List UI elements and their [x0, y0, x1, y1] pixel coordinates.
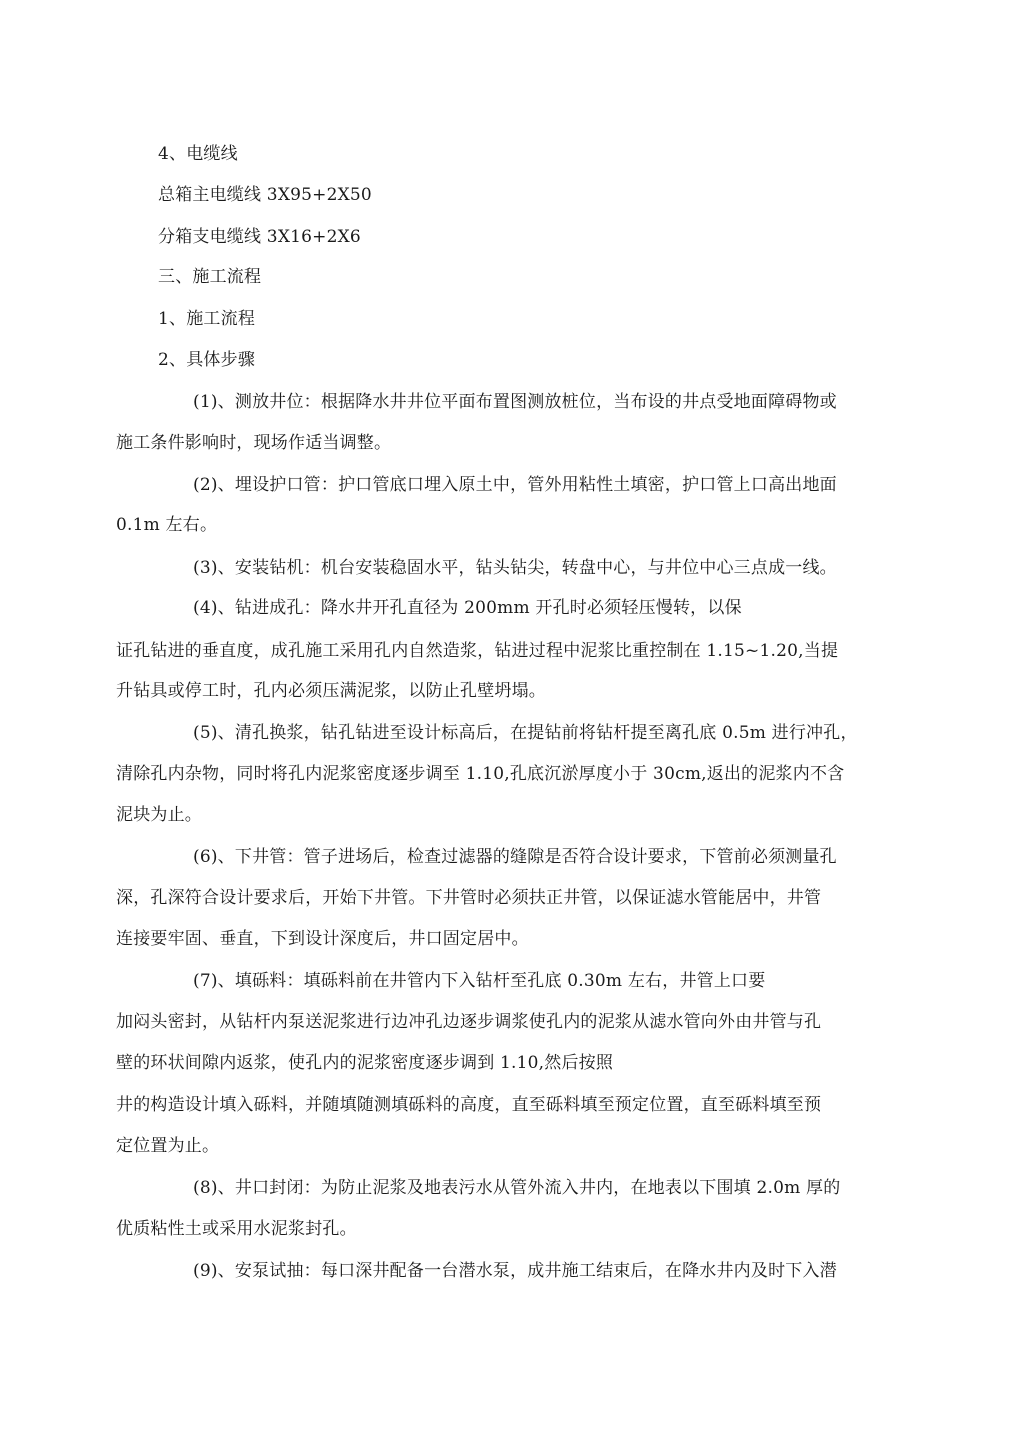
step6-line3: 连接要牢固、垂直，下到设计深度后，井口固定居中。 — [116, 929, 529, 949]
step7-line4: 井的构造设计填入砾料，并随填随测填砾料的高度，直至砾料填至预定位置，直至砾料填至预 — [116, 1095, 822, 1115]
step2-line2: 0.1m 左右。 — [116, 515, 218, 535]
step7-line5: 定位置为止。 — [116, 1136, 220, 1156]
step7-line2: 加闷头密封，从钻杆内泵送泥浆进行边冲孔边逐步调浆使孔内的泥浆从滤水管向外由井管与孔 — [116, 1012, 822, 1032]
step7-line3: 壁的环状间隙内返浆，使孔内的泥浆密度逐步调到 1.10,然后按照 — [116, 1053, 614, 1073]
step5-line1: (5)、清孔换浆，钻孔钻进至设计标高后，在提钻前将钻杆提至离孔底 0.5m 进行冲孔， — [193, 723, 858, 743]
subheading-2: 2、具体步骤 — [158, 350, 256, 370]
step8-line1: (8)、井口封闭：为防止泥浆及地表污水从管外流入井内，在地表以下围填 2.0m 厚的 — [193, 1178, 841, 1198]
section-heading-3: 三、施工流程 — [158, 267, 262, 287]
step4-line2: 证孔钻进的垂直度，成孔施工采用孔内自然造浆，钻进过程中泥浆比重控制在 1.15~1.20,当提 — [116, 641, 839, 661]
step8-line2: 优质粘性土或采用水泥浆封孔。 — [116, 1219, 357, 1239]
cable-branch-spec: 分箱支电缆线 3X16+2X6 — [158, 227, 361, 247]
subheading-1: 1、施工流程 — [158, 309, 256, 329]
step2-line1: (2)、埋设护口管：护口管底口埋入原土中，管外用粘性土填密，护口管上口高出地面 — [193, 475, 837, 495]
step7-line1: (7)、填砾料：填砾料前在井管内下入钻杆至孔底 0.30m 左右，井管上口要 — [193, 971, 766, 991]
step4-line1: (4)、钻进成孔：降水井开孔直径为 200mm 开孔时必须轻压慢转，以保 — [193, 598, 742, 618]
step1-line2: 施工条件影响时，现场作适当调整。 — [116, 433, 392, 453]
step4-line3: 升钻具或停工时，孔内必须压满泥浆，以防止孔壁坍塌。 — [116, 681, 546, 701]
step1-line1: (1)、测放井位：根据降水井井位平面布置图测放桩位，当布设的井点受地面障碍物或 — [193, 392, 837, 412]
step6-line1: (6)、下井管：管子进场后，检查过滤器的缝隙是否符合设计要求，下管前必须测量孔 — [193, 847, 837, 867]
step9-line1: (9)、安泵试抽：每口深井配备一台潜水泵，成井施工结束后，在降水井内及时下入潜 — [193, 1261, 837, 1281]
heading-cable: 4、电缆线 — [158, 144, 238, 164]
step5-line2: 清除孔内杂物，同时将孔内泥浆密度逐步调至 1.10,孔底沉淤厚度小于 30cm,返出的泥浆内不含 — [116, 764, 845, 784]
step6-line2: 深，孔深符合设计要求后，开始下井管。下井管时必须扶正井管，以保证滤水管能居中，井管 — [116, 888, 822, 908]
step3-line1: (3)、安装钻机：机台安装稳固水平，钻头钻尖，转盘中心，与井位中心三点成一线。 — [193, 558, 837, 578]
cable-main-spec: 总箱主电缆线 3X95+2X50 — [158, 185, 372, 205]
step5-line3: 泥块为止。 — [116, 805, 202, 825]
